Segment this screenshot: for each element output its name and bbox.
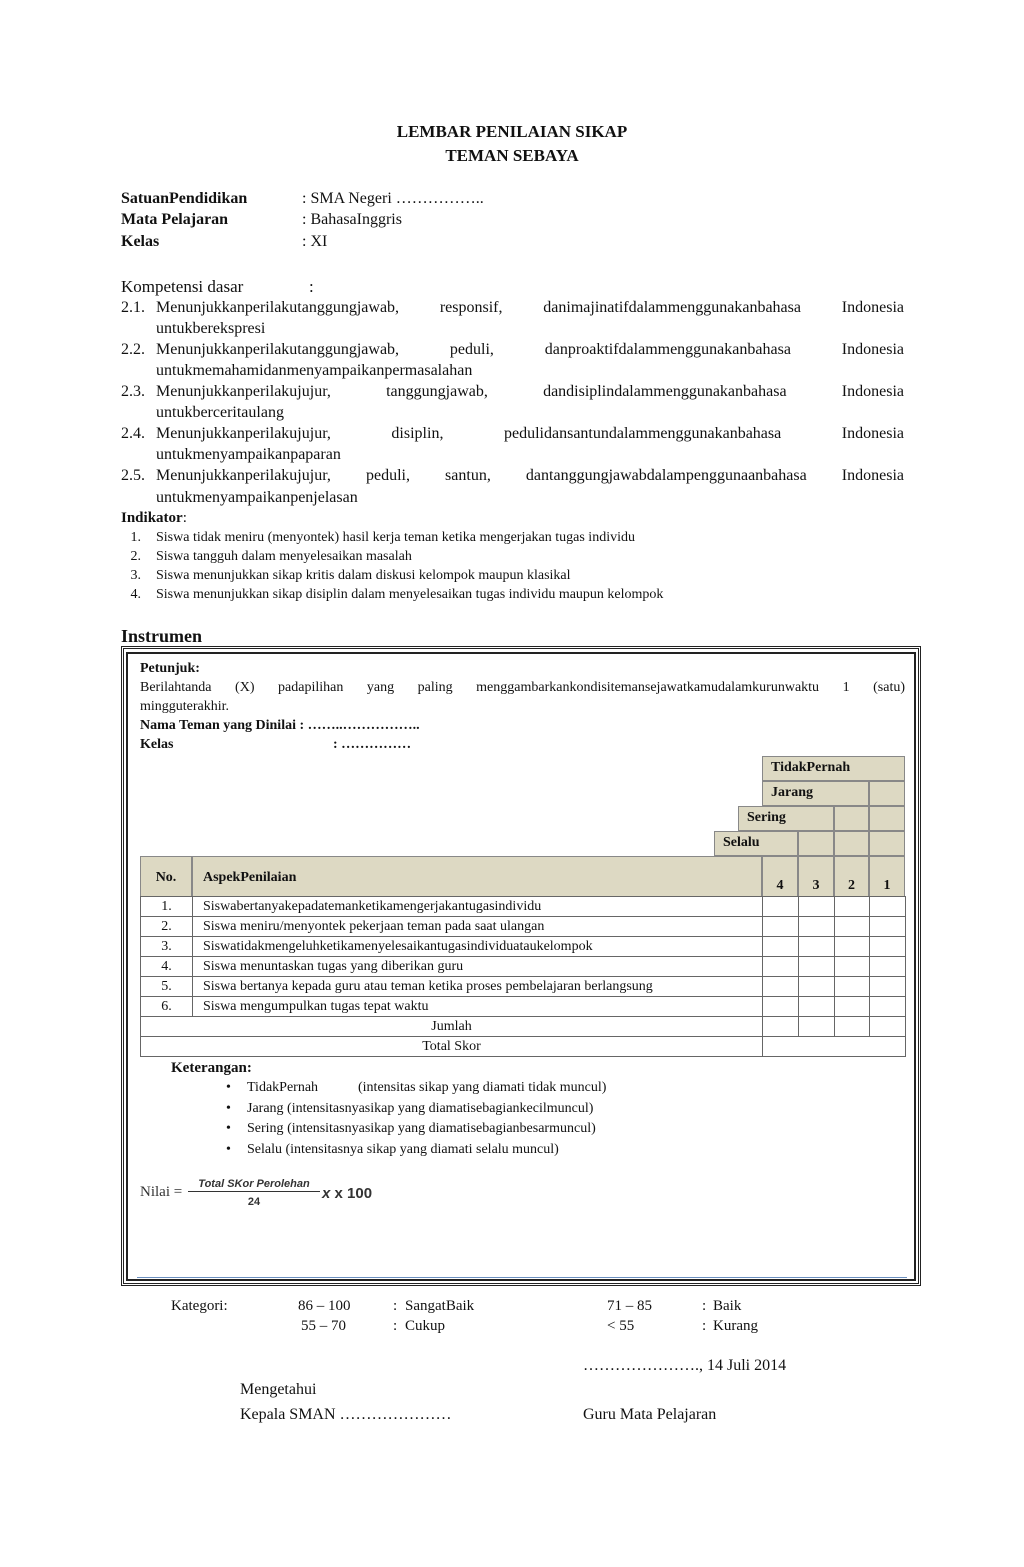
signature-kepala: Kepala SMAN ………………… bbox=[240, 1406, 452, 1423]
identity-value-subject: : BahasaInggris bbox=[302, 211, 402, 228]
row-aspek: Siswa menuntaskan tugas yang diberikan guru bbox=[193, 957, 763, 977]
score-cell[interactable] bbox=[835, 957, 870, 977]
row-no: 5. bbox=[141, 977, 193, 997]
kategori-name: Baik bbox=[713, 1298, 742, 1314]
row-aspek: Siswa bertanya kepada guru atau teman ketika proses pembelajaran berlangsung bbox=[193, 977, 763, 997]
kompetensi-line: Menunjukkanperilakutanggungjawab, peduli, danproaktifdalammenggunakanbahasa Indonesia bbox=[156, 341, 904, 358]
kategori-range: < 55 bbox=[607, 1318, 635, 1334]
keterangan-term: TidakPernah bbox=[247, 1080, 319, 1095]
kompetensi-cont: untukberceritaulang bbox=[156, 404, 284, 421]
petunjuk-line1: Berilahtanda (X) padapilihan yang paling menggambarkankondisitemansejawatkamudalamkurunwaktu 1 (satu) bbox=[140, 680, 905, 695]
row-no: 6. bbox=[141, 997, 193, 1017]
score-cell[interactable] bbox=[763, 957, 799, 977]
score-cell[interactable] bbox=[835, 977, 870, 997]
identity-label-school: SatuanPendidikan bbox=[121, 190, 248, 207]
keterangan-desc: (intensitas sikap yang diamati tidak muncul) bbox=[358, 1080, 607, 1095]
kategori-sep: : bbox=[702, 1298, 707, 1314]
table-row bbox=[141, 937, 906, 957]
petunjuk-line2: mingguterakhir. bbox=[140, 699, 230, 714]
bullet-icon: • bbox=[226, 1121, 231, 1136]
row-aspek: Siswabertanyakepadatemanketikamengerjakantugasindividu bbox=[193, 897, 763, 917]
score-cell[interactable] bbox=[763, 897, 799, 917]
signature-mengetahui: Mengetahui bbox=[240, 1381, 317, 1398]
keterangan-label: Keterangan: bbox=[171, 1060, 252, 1076]
header-filler bbox=[798, 831, 834, 856]
kompetensi-num: 2.1. bbox=[121, 299, 145, 316]
score-cell[interactable] bbox=[870, 917, 906, 937]
column-header-aspek: AspekPenilaian bbox=[192, 856, 762, 897]
scale-header-selalu: Selalu bbox=[714, 831, 798, 856]
signature-guru: Guru Mata Pelajaran bbox=[583, 1406, 717, 1423]
kategori-range: 71 – 85 bbox=[607, 1298, 652, 1314]
kompetensi-line: Menunjukkanperilakujujur, disiplin, pedulidansantundalammenggunakanbahasa Indonesia bbox=[156, 425, 904, 442]
score-cell[interactable] bbox=[763, 917, 799, 937]
score-cell[interactable] bbox=[799, 957, 835, 977]
kategori-range: 86 – 100 bbox=[298, 1298, 351, 1314]
row-no: 4. bbox=[141, 957, 193, 977]
nilai-label: Nilai = bbox=[140, 1184, 183, 1200]
score-cell[interactable] bbox=[835, 1017, 870, 1037]
score-header-4: 4 bbox=[762, 856, 798, 897]
header-filler bbox=[869, 831, 905, 856]
kompetensi-line: Menunjukkanperilakutanggungjawab, responsif, danimajinatifdalammenggunakanbahasa Indonesia bbox=[156, 299, 904, 316]
kategori-sep: : bbox=[393, 1318, 398, 1334]
keterangan-item: Sering (intensitasnyasikap yang diamatisebagianbesarmuncul) bbox=[247, 1121, 596, 1136]
score-cell[interactable] bbox=[763, 977, 799, 997]
divider-line bbox=[137, 1277, 907, 1278]
score-cell[interactable] bbox=[870, 997, 906, 1017]
row-no: 1. bbox=[141, 897, 193, 917]
kompetensi-num: 2.2. bbox=[121, 341, 145, 358]
keterangan-item: Selalu (intensitasnya sikap yang diamati selalu muncul) bbox=[247, 1142, 559, 1157]
header-filler bbox=[834, 806, 869, 831]
row-no: 2. bbox=[141, 917, 193, 937]
scale-header-jarang: Jarang bbox=[762, 781, 869, 806]
indikator-num: 4. bbox=[130, 587, 141, 602]
kompetensi-heading: Kompetensi dasar bbox=[121, 277, 244, 296]
bullet-icon: • bbox=[226, 1142, 231, 1157]
score-cell[interactable] bbox=[870, 977, 906, 997]
score-cell[interactable] bbox=[835, 917, 870, 937]
petunjuk-label: Petunjuk: bbox=[140, 661, 200, 676]
bullet-icon: • bbox=[226, 1101, 231, 1116]
kelas-label: Kelas bbox=[140, 737, 174, 752]
column-header-no: No. bbox=[140, 856, 192, 897]
kategori-name: Cukup bbox=[405, 1318, 446, 1334]
kategori-label: Kategori: bbox=[171, 1298, 228, 1314]
scale-header-tidak-pernah: TidakPernah bbox=[762, 756, 905, 781]
formula-multiplier: x x 100 bbox=[322, 1185, 373, 1202]
formula-numerator: Total SKor Perolehan bbox=[188, 1178, 320, 1192]
score-cell[interactable] bbox=[799, 1017, 835, 1037]
nama-teman-label: Nama Teman yang Dinilai : ……..…………….. bbox=[140, 718, 420, 733]
kompetensi-cont: untukmemahamidanmenyampaikanpermasalahan bbox=[156, 362, 473, 379]
header-filler bbox=[869, 806, 905, 831]
kompetensi-cont: untukberekspresi bbox=[156, 320, 266, 337]
score-cell[interactable] bbox=[835, 897, 870, 917]
row-aspek: Siswa mengumpulkan tugas tepat waktu bbox=[193, 997, 763, 1017]
kompetensi-line: Menunjukkanperilakujujur, tanggungjawab, dandisiplindalammenggunakanbahasa Indonesia bbox=[156, 383, 904, 400]
score-cell[interactable] bbox=[799, 997, 835, 1017]
table-row bbox=[141, 997, 906, 1017]
signature-date: …………………., 14 Juli 2014 bbox=[583, 1357, 787, 1374]
row-no: 3. bbox=[141, 937, 193, 957]
kompetensi-cont: untukmenyampaikanpenjelasan bbox=[156, 489, 358, 506]
indikator-item: Siswa tidak meniru (menyontek) hasil kerja teman ketika mengerjakan tugas individu bbox=[156, 530, 635, 545]
total-skor-cell[interactable] bbox=[763, 1037, 906, 1057]
score-cell[interactable] bbox=[870, 937, 906, 957]
kelas-value: : …………… bbox=[333, 737, 412, 752]
score-cell[interactable] bbox=[763, 937, 799, 957]
kategori-sep: : bbox=[393, 1298, 398, 1314]
instrumen-heading: Instrumen bbox=[121, 626, 203, 646]
score-cell[interactable] bbox=[799, 897, 835, 917]
score-header-1: 1 bbox=[869, 856, 905, 897]
score-cell[interactable] bbox=[870, 1017, 906, 1037]
total-skor-label: Total Skor bbox=[141, 1037, 763, 1057]
table-row bbox=[141, 917, 906, 937]
indikator-item: Siswa tangguh dalam menyelesaikan masalah bbox=[156, 549, 412, 564]
assessment-table bbox=[140, 896, 906, 1057]
score-cell[interactable] bbox=[835, 997, 870, 1017]
indikator-item: Siswa menunjukkan sikap disiplin dalam menyelesaikan tugas individu maupun kelompok bbox=[156, 587, 664, 602]
kompetensi-num: 2.5. bbox=[121, 467, 145, 484]
indikator-item: Siswa menunjukkan sikap kritis dalam diskusi kelompok maupun klasikal bbox=[156, 568, 571, 583]
table-row bbox=[141, 977, 906, 997]
score-header-2: 2 bbox=[834, 856, 869, 897]
header-filler bbox=[869, 781, 905, 806]
kompetensi-line: Menunjukkanperilakujujur, peduli, santun, dantanggungjawabdalampenggunaanbahasa Indonesia bbox=[156, 467, 904, 484]
score-cell[interactable] bbox=[835, 937, 870, 957]
indikator-heading: Indikator: bbox=[121, 510, 187, 526]
table-row bbox=[141, 957, 906, 977]
jumlah-row bbox=[141, 1017, 906, 1037]
total-row bbox=[141, 1037, 906, 1057]
score-cell[interactable] bbox=[799, 917, 835, 937]
table-row bbox=[141, 897, 906, 917]
row-aspek: Siswa meniru/menyontek pekerjaan teman pada saat ulangan bbox=[193, 917, 763, 937]
identity-value-class: : XI bbox=[302, 233, 328, 250]
kategori-sep: : bbox=[702, 1318, 707, 1334]
kompetensi-num: 2.3. bbox=[121, 383, 145, 400]
kompetensi-cont: untukmenyampaikanpaparan bbox=[156, 446, 341, 463]
kompetensi-num: 2.4. bbox=[121, 425, 145, 442]
jumlah-label: Jumlah bbox=[141, 1017, 763, 1037]
score-cell[interactable] bbox=[799, 977, 835, 997]
document-title: LEMBAR PENILAIAN SIKAP bbox=[396, 122, 628, 141]
keterangan-item: Jarang (intensitasnyasikap yang diamatisebagiankecilmuncul) bbox=[247, 1101, 594, 1116]
score-cell[interactable] bbox=[870, 897, 906, 917]
score-cell[interactable] bbox=[763, 1017, 799, 1037]
score-cell[interactable] bbox=[799, 937, 835, 957]
score-cell[interactable] bbox=[763, 997, 799, 1017]
kategori-name: Kurang bbox=[713, 1318, 758, 1334]
document-subtitle: TEMAN SEBAYA bbox=[445, 146, 579, 165]
score-cell[interactable] bbox=[870, 957, 906, 977]
identity-label-subject: Mata Pelajaran bbox=[121, 211, 229, 228]
bullet-icon: • bbox=[226, 1080, 231, 1095]
row-aspek: Siswatidakmengeluhketikamenyelesaikantugasindividuataukelompok bbox=[193, 937, 763, 957]
score-header-3: 3 bbox=[798, 856, 834, 897]
indikator-num: 1. bbox=[130, 530, 141, 545]
identity-value-school: : SMA Negeri …………….. bbox=[302, 190, 484, 207]
kategori-range: 55 – 70 bbox=[301, 1318, 346, 1334]
formula-denominator: 24 bbox=[247, 1196, 261, 1208]
header-filler bbox=[834, 831, 869, 856]
identity-label-class: Kelas bbox=[121, 233, 160, 250]
kategori-name: SangatBaik bbox=[405, 1298, 475, 1314]
indikator-num: 2. bbox=[130, 549, 141, 564]
indikator-num: 3. bbox=[130, 568, 141, 583]
scale-header-sering: Sering bbox=[738, 806, 834, 831]
kompetensi-colon: : bbox=[309, 277, 314, 296]
